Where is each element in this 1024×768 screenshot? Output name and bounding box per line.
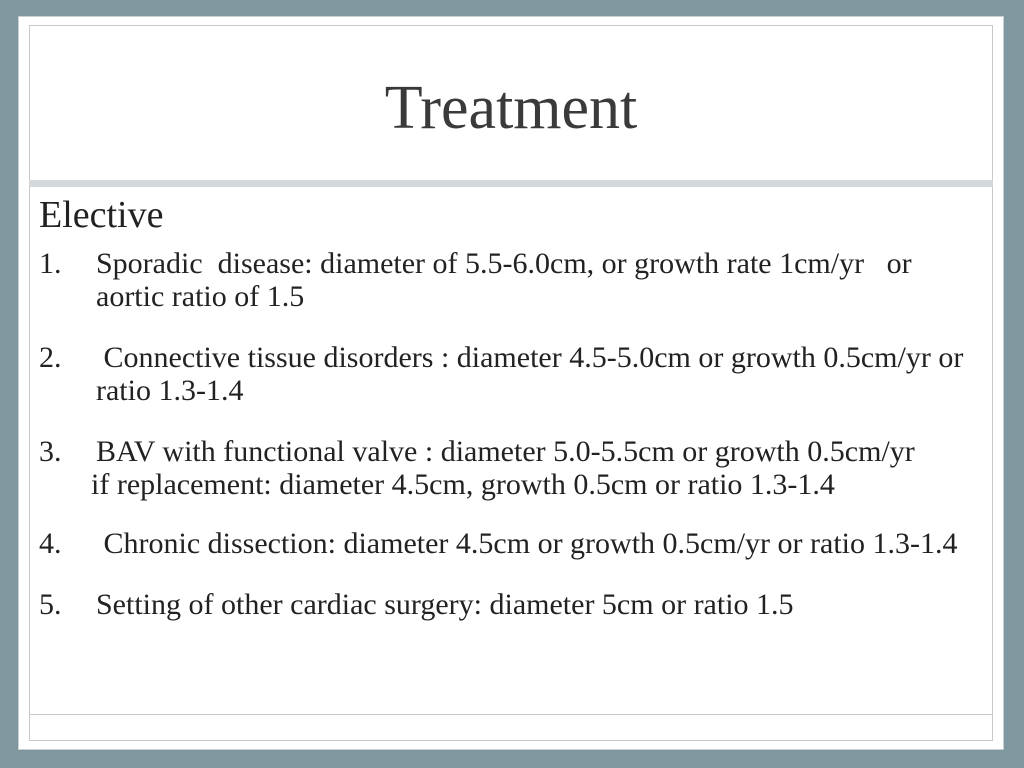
- list-text: Setting of other cardiac surgery: diameter 5cm or ratio 1.5: [96, 588, 794, 621]
- list-item: [39, 588, 973, 621]
- list-text: Connective tissue disorders : diameter 4.5-5.0cm or growth 0.5cm/yr or ratio 1.3-1.4: [96, 341, 971, 407]
- footer-divider: [29, 714, 993, 715]
- list-number: 5.: [39, 588, 62, 621]
- list-number: 1.: [39, 247, 62, 280]
- slide: [18, 16, 1004, 750]
- list-item: [39, 341, 973, 407]
- list-subitem: if replacement: diameter 4.5cm, growth 0.5cm or ratio 1.3-1.4: [91, 468, 835, 501]
- list-number: 3.: [39, 435, 62, 468]
- list-number: 2.: [39, 341, 62, 374]
- list-text: Sporadic disease: diameter of 5.5-6.0cm, or growth rate 1cm/yr or aortic ratio of 1.5: [96, 247, 920, 313]
- slide-title: Treatment: [384, 74, 638, 142]
- list-item: [39, 247, 973, 313]
- list-text: BAV with functional valve : diameter 5.0-5.5cm or growth 0.5cm/yr: [96, 435, 915, 468]
- title-divider: [29, 180, 993, 187]
- list-item: [39, 435, 973, 468]
- slide-content: [39, 193, 973, 649]
- list-item: [39, 527, 973, 560]
- list-text: Chronic dissection: diameter 4.5cm or growth 0.5cm/yr or ratio 1.3-1.4: [96, 527, 958, 560]
- section-heading: Elective: [39, 194, 164, 236]
- list-number: 4.: [39, 527, 62, 560]
